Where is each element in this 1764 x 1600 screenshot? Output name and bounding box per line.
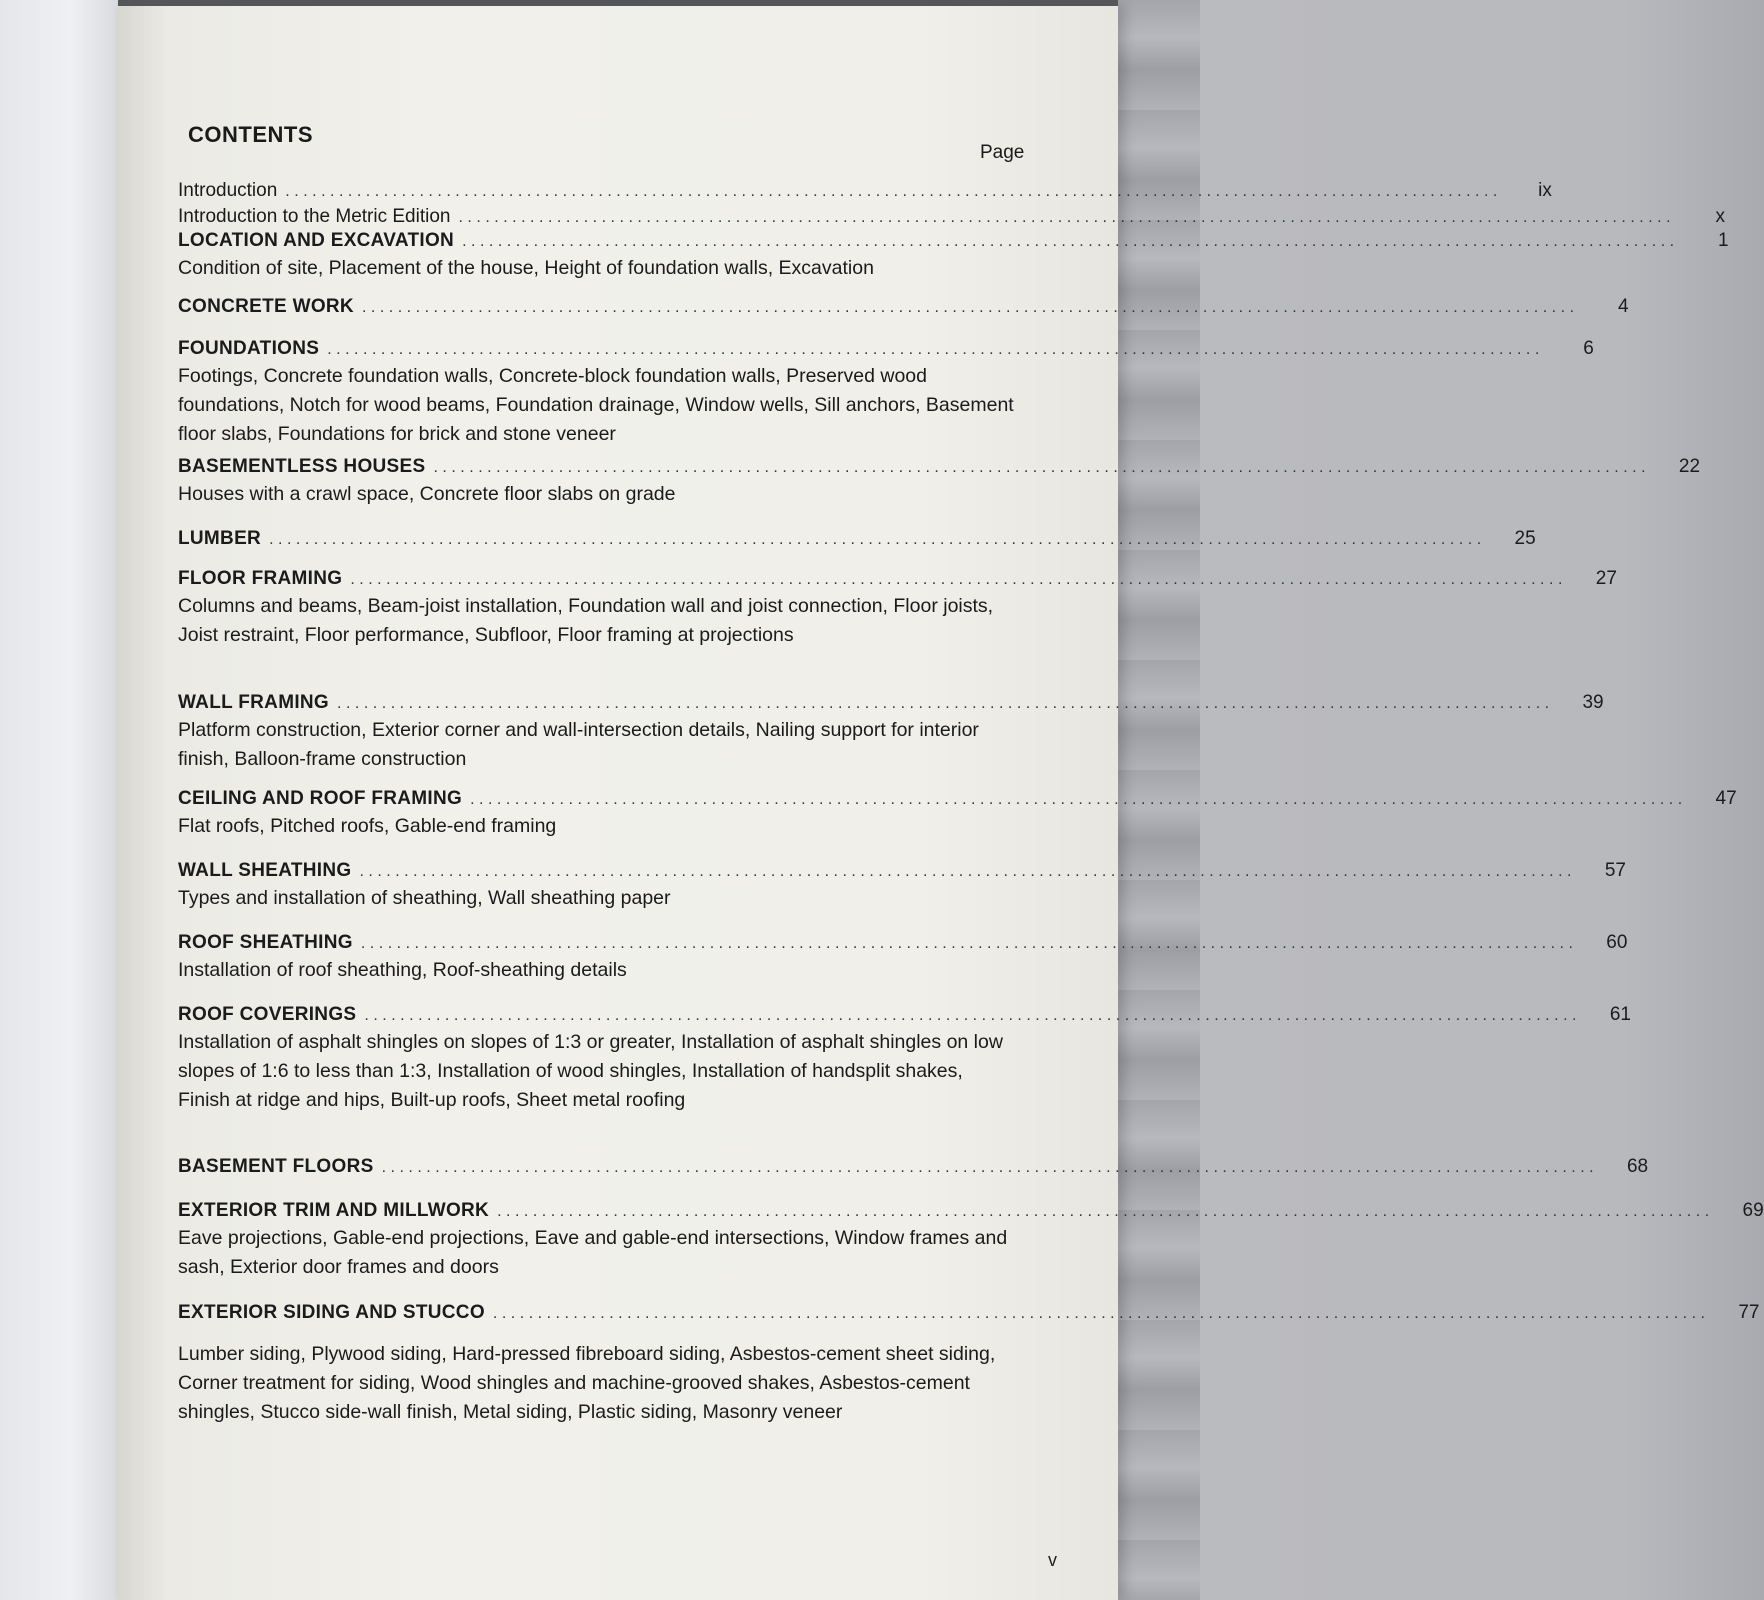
entry-description: Installation of roof sheathing, Roof-sheathing details [178,959,627,981]
entry-description: Installation of asphalt shingles on slopes of 1:3 or greater, Installation of asphalt shingles on low slopes of 1:6 to less than 1:3, Installation of wood shingles, Installation of handsplit shakes, Finish at ridge and hips, Built-up roofs, Sheet metal roofing [178,1031,1003,1111]
toc-entry-metric-intro [178,206,1726,228]
entry-title: Introduction [178,180,278,201]
dot-leader: ........................................................................................................................................ [360,935,1578,952]
toc-entry-floor-framing [178,568,1617,590]
entry-description: Lumber siding, Plywood siding, Hard-pressed fibreboard siding, Asbestos-cement sheet siding, Corner treatment for siding, Wood shingles and machine-grooved shakes, Asbestos-cement shingles, Stucco side-wall finish, Metal siding, Plastic siding, Masonry veneer [178,1343,996,1423]
page-number: v [1048,1550,1057,1570]
toc-entry-basementless [178,456,1701,478]
toc-entry-introduction [178,180,1552,202]
entry-page: 6 [1583,338,1594,359]
dot-leader: ........................................................................................................................................ [361,299,1579,316]
entry-page: 1 [1718,230,1729,251]
entry-description: Types and installation of sheathing, Wall sheathing paper [178,887,671,909]
dot-leader: ........................................................................................................................................ [462,233,1679,250]
entry-title: BASEMENT FLOORS [178,1156,374,1177]
entry-description: Eave projections, Gable-end projections, Eave and gable-end intersections, Window frames and sash, Exterior door frames and doors [178,1227,1008,1278]
page-title: CONTENTS [188,122,313,147]
dot-leader: ........................................................................................................................................ [269,531,1486,548]
dot-leader: ........................................................................................................................................ [285,183,1502,200]
entry-title: LUMBER [178,528,262,549]
dot-leader: ........................................................................................................................................ [458,209,1676,226]
entry-title: CONCRETE WORK [178,296,354,317]
dot-leader: ........................................................................................................................................ [364,1007,1581,1024]
toc-entry-wall-sheathing [178,860,1626,882]
entry-title: FLOOR FRAMING [178,568,343,589]
dot-leader: ........................................................................................................................................ [497,1203,1714,1220]
facing-page-edge [0,0,118,1600]
entry-description: Columns and beams, Beam-joist installation, Foundation wall and joist connection, Floor joists, Joist restraint, Floor performance, Subfloor, Floor framing at projections [178,595,994,646]
entry-description: Platform construction, Exterior corner and wall-intersection details, Nailing support for interior finish, Balloon-frame construction [178,719,979,770]
entry-title: ROOF COVERINGS [178,1004,357,1025]
toc-entry-roof-coverings [178,1004,1631,1026]
entry-title: WALL SHEATHING [178,860,352,881]
entry-page: 27 [1595,568,1617,589]
entry-page: ix [1538,180,1552,201]
entry-description: Condition of site, Placement of the house, Height of foundation walls, Excavation [178,257,874,279]
entry-title: LOCATION AND EXCAVATION [178,230,455,251]
entry-page: 77 [1738,1302,1760,1323]
entry-page: 69 [1742,1200,1764,1221]
entry-title: BASEMENTLESS HOUSES [178,456,426,477]
entry-title: ROOF SHEATHING [178,932,353,953]
book-page [118,4,1764,1600]
toc-entry-location [178,230,1729,252]
entry-description: Houses with a crawl space, Concrete floor slabs on grade [178,483,676,505]
dot-leader: ........................................................................................................................................ [350,571,1567,588]
entry-page: 47 [1715,788,1737,809]
entry-description: Flat roofs, Pitched roofs, Gable-end framing [178,815,557,837]
entry-page: 25 [1514,528,1536,549]
entry-title: EXTERIOR SIDING AND STUCCO [178,1302,485,1323]
dot-leader: ........................................................................................................................................ [337,695,1554,712]
toc-entry-siding-stucco [178,1302,1760,1324]
toc-entry-concrete [178,296,1629,318]
entry-page: 60 [1606,932,1628,953]
entry-title: FOUNDATIONS [178,338,320,359]
entry-page: 57 [1604,860,1626,881]
entry-page: 39 [1582,692,1604,713]
toc-entry-roof-sheathing [178,932,1628,954]
entry-description: Footings, Concrete foundation walls, Concrete-block foundation walls, Preserved wood foundations, Notch for wood beams, Foundation drainage, Window wells, Sill anchors, Basement floor slabs, Foundations for brick and stone veneer [178,365,1014,445]
toc-entry-ceiling-roof [178,788,1737,810]
dot-leader: ........................................................................................................................................ [359,863,1576,880]
entry-page: 4 [1617,296,1629,317]
entry-page: x [1715,206,1726,227]
entry-page: 68 [1626,1156,1649,1177]
entry-title: Introduction to the Metric Edition [178,206,451,227]
dot-leader: ........................................................................................................................................ [381,1159,1599,1176]
page-top-shadow [118,0,1118,6]
dot-leader: ........................................................................................................................................ [470,791,1687,808]
dot-leader: ........................................................................................................................................ [327,341,1544,358]
toc-entry-foundations [178,338,1594,360]
entry-page: 61 [1609,1004,1631,1025]
entry-title: EXTERIOR TRIM AND MILLWORK [178,1200,490,1221]
dot-leader: ........................................................................................................................................ [433,459,1651,476]
page-column-header: Page [980,142,1025,163]
toc-entry-wall-framing [178,692,1604,714]
toc-entry-lumber [178,528,1536,550]
entry-title: WALL FRAMING [178,692,330,713]
dot-leader: ........................................................................................................................................ [492,1305,1710,1322]
entry-title: CEILING AND ROOF FRAMING [178,788,463,809]
toc-entry-exterior-trim [178,1200,1764,1222]
entry-page: 22 [1678,456,1701,477]
toc-entry-basement-floors [178,1156,1649,1178]
